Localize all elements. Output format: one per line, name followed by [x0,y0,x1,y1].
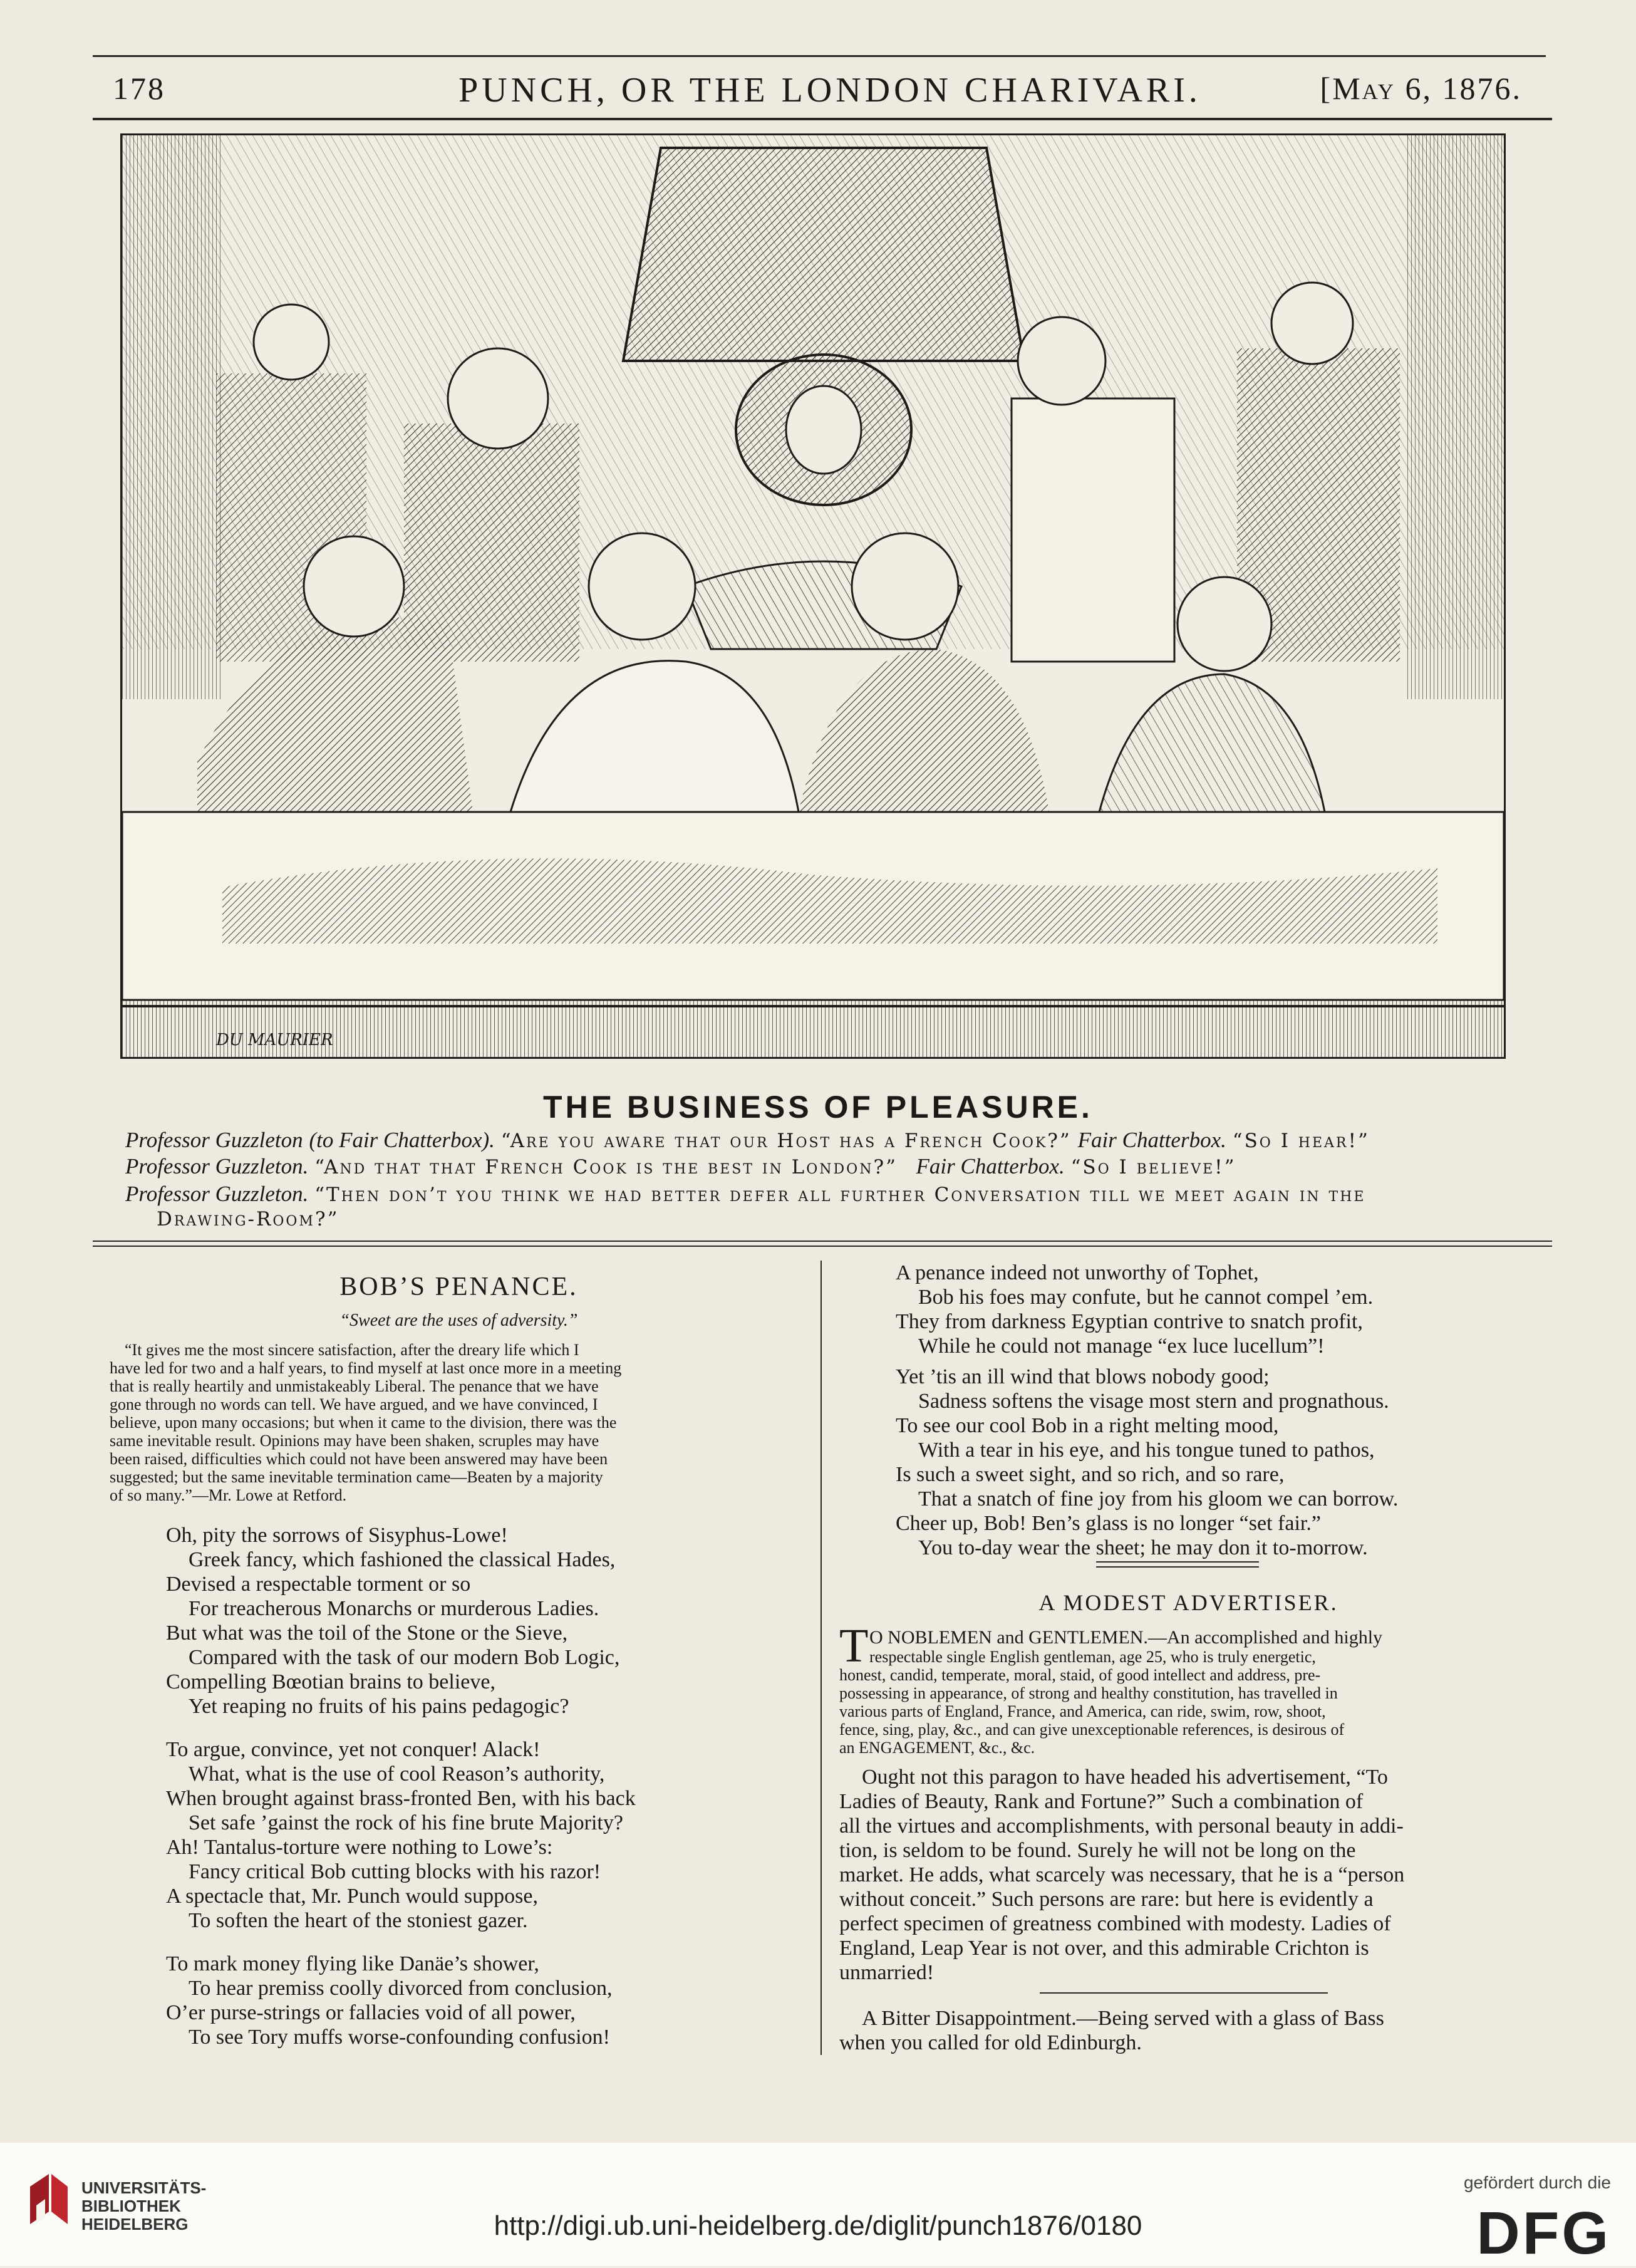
left-column [110,1272,808,2049]
bitter-disappointment [839,2006,1538,2055]
commentary-line: tion, is seldom to be found. Surely he will not be long on the [839,1839,1356,1862]
library-name-line: BIBLIOTHEK [81,2197,181,2215]
commentary-line: unmarried! [839,1961,934,1984]
verse-line: To argue, convince, yet not conquer! Alack! [166,1738,541,1761]
verse-line: When brought against brass-fronted Ben, with his back [166,1787,636,1810]
quote-line: been raised, difficulties which could not have been answered may have been [110,1450,608,1468]
ad-line: O NOBLEMEN and GENTLEMEN.—An accomplished and highly [869,1627,1383,1648]
stanza-5 [839,1365,1538,1560]
verse-line: Fancy critical Bob cutting blocks with his razor! [189,1860,601,1883]
verse-line: Ah! Tantalus-torture were nothing to Lowe’s: [166,1836,553,1859]
quote-line: that is really heartily and unmistakeably Liberal. The penance that we have [110,1377,599,1395]
caption-speaker: Fair Chatterbox. [1077,1128,1226,1152]
dfg-logo: DFG [1476,2200,1611,2267]
dinner-party-engraving [122,135,1504,1057]
advertiser-heading: A MODEST ADVERTISER. [1038,1590,1338,1615]
verse-line: Sadness softens the visage most stern and prognathous. [918,1390,1389,1413]
caption-dialogue: “So I believe!” [1070,1156,1236,1178]
verse-line: What, what is the use of cool Reason’s authority, [189,1762,605,1786]
caption-speaker: Professor Guzzleton. [125,1154,309,1178]
verse-line: A spectacle that, Mr. Punch would suppose, [166,1885,538,1908]
stanza-3 [110,1952,808,2049]
advertisement [839,1620,1538,1757]
ad-line: fence, sing, play, &c., and can give unexceptionable references, is desirous of [839,1720,1345,1739]
commentary-line: perfect specimen of greatness combined with modesty. Ladies of [839,1912,1391,1935]
verse-line: That a snatch of fine joy from his gloom we can borrow. [918,1487,1399,1511]
verse-line: Yet reaping no fruits of his pains pedagogic? [189,1695,569,1718]
verse-line: Set safe ’gainst the rock of his fine brute Majority? [189,1811,623,1834]
top-rule [93,55,1546,57]
stanza-4 [839,1261,1538,1358]
quote-line: believe, upon many occasions; but when it came to the division, there was the [110,1413,617,1432]
caption-aside: (to Fair Chatterbox). [309,1128,495,1152]
caption-line-4 [157,1207,1560,1232]
short-rule [1096,1566,1259,1568]
squib-line: A Bitter Disappointment.—Being served with a glass of Bass [862,2007,1384,2030]
short-rule [1096,1561,1259,1563]
commentary-line: Ought not this paragon to have headed his advertisement, “To [862,1766,1388,1789]
issue-date: [May 6, 1876. [1320,71,1522,106]
drop-cap: T [839,1620,869,1672]
verse-line: For treacherous Monarchs or murderous Ladies. [189,1597,599,1620]
caption-dialogue: “So I hear!” [1232,1130,1370,1152]
quote-line: same inevitable result. Opinions may have been shaken, scruples may have [110,1432,599,1450]
verse-line: Compelling Bœotian brains to believe, [166,1670,495,1693]
verse-line: Yet ’tis an ill wind that blows nobody good; [896,1365,1270,1388]
commentary-line: England, Leap Year is not over, and this admirable Crichton is [839,1937,1369,1960]
verse-line: They from darkness Egyptian contrive to snatch profit, [896,1310,1363,1333]
page-header [113,70,1547,114]
ad-line: respectable single English gentleman, age 25, who is truly energetic, [869,1648,1316,1666]
ad-line: an ENGAGEMENT, &c., &c. [839,1739,1035,1757]
verse-line: O’er purse-strings or fallacies void of all power, [166,2001,576,2024]
commentary-line: without conceit.” Such persons are rare: but here is evidently a [839,1888,1374,1911]
caption-dialogue: “Then don’t you think we had better defer all further Conversation till we meet again in the [314,1183,1366,1206]
commentary-line: market. He adds, what scarcely was necessary, that he is a “person [839,1863,1405,1886]
caption-dialogue: Drawing-Room?” [157,1208,339,1230]
verse-line: Bob his foes may confute, but he cannot compel ’em. [918,1286,1374,1309]
verse-line: To hear premiss coolly divorced from conclusion, [189,1977,613,2000]
verse-line: Greek fancy, which fashioned the classical Hades, [189,1548,616,1571]
quote-line: have led for two and a half years, to find myself at last once more in a meeting [110,1359,622,1377]
stanza-2 [110,1737,808,1933]
quote-line: of so many.”—Mr. Lowe at Retford. [110,1486,347,1504]
verse-line: With a tear in his eye, and his tongue tuned to pathos, [918,1438,1375,1462]
header-rule [93,118,1552,120]
verse-line: A penance indeed not unworthy of Tophet, [896,1261,1259,1284]
squib-line: when you called for old Edinburgh. [839,2031,1142,2054]
digitization-footer [0,2143,1636,2266]
verse-line: To soften the heart of the stoniest gazer. [189,1909,528,1932]
commentary-line: all the virtues and accomplishments, with personal beauty in addi- [839,1814,1404,1838]
illustration-title: THE BUSINESS OF PLEASURE. [543,1090,1093,1125]
page-number: 178 [113,71,165,106]
verse-line: To mark money flying like Danäe’s shower, [166,1952,539,1975]
verse-line: Is such a sweet sight, and so rich, and so rare, [896,1463,1285,1486]
publication-title: PUNCH, OR THE LONDON CHARIVARI. [458,71,1201,110]
section-rule [93,1241,1552,1242]
caption-dialogue: “Are you aware that our Host has a French Cook?” [500,1130,1072,1152]
verse-line: But what was the toil of the Stone or the Sieve, [166,1621,568,1645]
ad-line: possessing in appearance, of strong and healthy constitution, has travelled in [839,1684,1338,1702]
artist-signature: DU MAURIER [216,1031,333,1049]
caption-line-1 [125,1128,1528,1153]
verse-line: Cheer up, Bob! Ben’s glass is no longer “set fair.” [896,1512,1321,1535]
ad-line: various parts of England, France, and America, can ride, swim, row, shoot, [839,1702,1326,1720]
commentary-line: Ladies of Beauty, Rank and Fortune?” Such a combination of [839,1790,1364,1813]
poem-epigraph: “Sweet are the uses of adversity.” [339,1311,578,1330]
poem-heading: BOB’S PENANCE. [339,1272,578,1301]
short-rule [1040,1992,1328,1994]
library-name-line: UNIVERSITÄTS- [81,2178,207,2197]
caption-dialogue: “And that that French Cook is the best in London?” [314,1156,898,1178]
advertisement-commentary [839,1765,1538,1985]
permalink[interactable]: http://digi.ub.uni-heidelberg.de/diglit/punch1876/0180 [494,2210,1142,2241]
caption-line-2 [125,1154,1528,1180]
verse-line: To see our cool Bob in a right melting mood, [896,1414,1279,1437]
column-divider [821,1261,822,2055]
verse-line: While he could not manage “ex luce lucellum”! [918,1334,1325,1358]
caption-line-3 [125,1182,1528,1207]
ad-line: honest, candid, temperate, moral, staid, of good intellect and address, pre- [839,1666,1321,1684]
verse-line: You to-day wear the sheet; he may don it to-morrow. [918,1536,1368,1559]
newspaper-quote [110,1341,808,1504]
right-column [839,1261,1538,2054]
caption-speaker: Fair Chatterbox. [916,1154,1065,1178]
quote-line: “It gives me the most sincere satisfaction, after the dreary life which I [125,1341,579,1359]
funding-note: gefördert durch die [1463,2173,1611,2192]
engraving-illustration [120,133,1506,1059]
section-rule [93,1246,1552,1247]
library-name-line: HEIDELBERG [81,2215,189,2234]
verse-line: To see Tory muffs worse-confounding confusion! [189,2026,610,2049]
verse-line: Oh, pity the sorrows of Sisyphus-Lowe! [166,1524,508,1547]
verse-line: Devised a respectable torment or so [166,1573,471,1596]
caption-speaker: Professor Guzzleton. [125,1182,309,1206]
caption-speaker: Professor Guzzleton [125,1128,303,1152]
verse-line: Compared with the task of our modern Bob Logic, [189,1646,620,1669]
quote-line: suggested; but the same inevitable termination came—Beaten by a majority [110,1468,603,1486]
stanza-1 [110,1523,808,1719]
quote-line: gone through no words can tell. We have argued, and we have convinced, I [110,1395,598,1413]
